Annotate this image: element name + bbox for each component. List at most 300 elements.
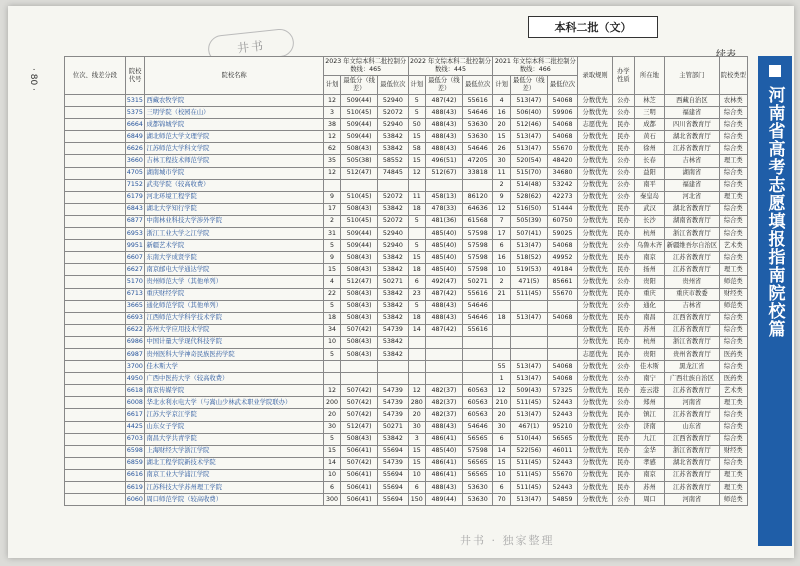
cell-loc: 济南 [634, 421, 664, 433]
cell-p21: 2 [493, 179, 510, 191]
cell-name: 通化师范学院（其他单列） [145, 300, 323, 312]
cell-r23: 53842 [378, 433, 408, 445]
cell-p22: 3 [408, 433, 425, 445]
cell-rule: 分数优先 [578, 312, 613, 324]
cell-dept: 江苏省教育厅 [665, 385, 719, 397]
cell-code: 6693 [125, 312, 145, 324]
cell-nature: 民办 [613, 409, 635, 421]
cell-nature: 民办 [613, 215, 635, 227]
cell-r23: 52940 [378, 95, 408, 107]
cell-p22: 18 [408, 264, 425, 276]
cell-nature: 公办 [613, 373, 635, 385]
cell-r23: 54739 [378, 409, 408, 421]
cell-m21 [510, 300, 547, 312]
cell-loc: 苏州 [634, 482, 664, 494]
cell-rule: 分数优先 [578, 445, 613, 457]
table-row [65, 361, 748, 373]
cell-p21: 6 [493, 433, 510, 445]
cell-r22: 53630 [462, 119, 492, 131]
cell-p23: 5 [323, 348, 340, 360]
cell-m23: 507(42) [341, 385, 378, 397]
cell-m23: 509(44) [341, 240, 378, 252]
cell-dept: 新疆维吾尔自治区 [665, 240, 719, 252]
cell-code: 3665 [125, 300, 145, 312]
table-row [65, 457, 748, 469]
cell-p22: 20 [408, 409, 425, 421]
cell-rule: 志愿优先 [578, 119, 613, 131]
cell-segment [65, 324, 126, 336]
cell-type: 理工类 [719, 264, 747, 276]
cell-m22: 458(13) [426, 191, 463, 203]
cell-p23: 200 [323, 397, 340, 409]
cell-m22: 488(43) [426, 300, 463, 312]
cell-name: 南京邮电大学通达学院 [145, 264, 323, 276]
cell-nature: 民办 [613, 445, 635, 457]
col-segment: 位次、线差分段 [65, 57, 126, 95]
table-row [65, 179, 748, 191]
cell-nature: 民办 [613, 119, 635, 131]
cell-rule: 分数优先 [578, 107, 613, 119]
cell-type: 财经类 [719, 445, 747, 457]
cell-p21: 70 [493, 494, 510, 506]
col-type: 院校类型 [719, 57, 747, 95]
cell-dept: 河南省 [665, 397, 719, 409]
cell-p22: 12 [408, 385, 425, 397]
cell-p21: 11 [493, 167, 510, 179]
cell-m23 [341, 179, 378, 191]
cell-dept: 江苏省教育厅 [665, 482, 719, 494]
cell-p21: 4 [493, 95, 510, 107]
cell-r22: 57598 [462, 445, 492, 457]
cell-name: 重庆财经学院 [145, 288, 323, 300]
cell-m23: 505(38) [341, 155, 378, 167]
cell-m22: 485(40) [426, 264, 463, 276]
cell-m21: 471(5) [510, 276, 547, 288]
table-row [65, 324, 748, 336]
cell-type: 综合类 [719, 252, 747, 264]
cell-code: 3660 [125, 155, 145, 167]
subcol-plan: 计划 [323, 76, 340, 95]
cell-nature: 公办 [613, 361, 635, 373]
cell-m22: 481(36) [426, 215, 463, 227]
cell-loc: 南昌 [634, 312, 664, 324]
cell-m23: 508(43) [341, 336, 378, 348]
cell-p22: 14 [408, 324, 425, 336]
cell-p22: 15 [408, 445, 425, 457]
table-row [65, 421, 748, 433]
table-row [65, 409, 748, 421]
cell-loc: 连云港 [634, 385, 664, 397]
cell-code: 6986 [125, 336, 145, 348]
cell-code: 4950 [125, 373, 145, 385]
cell-r21: 54068 [547, 361, 577, 373]
cell-nature: 民办 [613, 385, 635, 397]
cell-p22: 6 [408, 276, 425, 288]
cell-m22: 485(40) [426, 240, 463, 252]
cell-loc: 杭州 [634, 228, 664, 240]
cell-name: 河北环境工程学院 [145, 191, 323, 203]
table-row [65, 215, 748, 227]
cell-m23: 506(41) [341, 445, 378, 457]
cell-p23: 5 [323, 433, 340, 445]
cell-nature: 公办 [613, 167, 635, 179]
cell-r21: 59906 [547, 107, 577, 119]
cell-r21: 34680 [547, 167, 577, 179]
cell-p21: 55 [493, 361, 510, 373]
cell-p22 [408, 179, 425, 191]
cell-dept: 福建省 [665, 107, 719, 119]
cell-segment [65, 409, 126, 421]
cell-r22: 53630 [462, 131, 492, 143]
cell-m21: 509(43) [510, 385, 547, 397]
cell-rule: 志愿优先 [578, 348, 613, 360]
cell-p22: 5 [408, 107, 425, 119]
cell-nature: 公办 [613, 421, 635, 433]
cell-p22: 15 [408, 131, 425, 143]
cell-rule: 分数优先 [578, 336, 613, 348]
cell-m21: 515(70) [510, 167, 547, 179]
cell-dept: 湖北省教育厅 [665, 457, 719, 469]
cell-p23 [323, 373, 340, 385]
cell-code: 6616 [125, 469, 145, 481]
cell-m22: 488(43) [426, 107, 463, 119]
cell-nature: 民办 [613, 324, 635, 336]
cell-m22: 482(37) [426, 385, 463, 397]
cell-p21: 9 [493, 191, 510, 203]
cell-dept: 河北省 [665, 191, 719, 203]
cell-rule: 分数优先 [578, 167, 613, 179]
cell-r21: 56565 [547, 433, 577, 445]
cell-r23: 53842 [378, 264, 408, 276]
cell-segment [65, 288, 126, 300]
cell-r23: 52072 [378, 215, 408, 227]
cell-dept: 湖北省教育厅 [665, 131, 719, 143]
cell-rule: 分数优先 [578, 373, 613, 385]
cell-m23: 507(42) [341, 397, 378, 409]
cell-segment [65, 119, 126, 131]
cell-p22: 30 [408, 421, 425, 433]
cell-r21 [547, 300, 577, 312]
cell-m23: 506(41) [341, 469, 378, 481]
cell-m21: 467(1) [510, 421, 547, 433]
cell-name: 中南林业科技大学涉外学院 [145, 215, 323, 227]
cell-type: 理工类 [719, 191, 747, 203]
cell-p21 [493, 324, 510, 336]
subcol-min: 最低分（线差） [341, 76, 378, 95]
cell-p21: 18 [493, 312, 510, 324]
cell-nature: 公办 [613, 240, 635, 252]
cell-segment [65, 264, 126, 276]
cell-p22 [408, 228, 425, 240]
cell-m21: 511(45) [510, 288, 547, 300]
table-row [65, 288, 748, 300]
cell-type: 医药类 [719, 373, 747, 385]
table-row [65, 494, 748, 506]
cell-r22 [462, 179, 492, 191]
cell-m21: 513(47) [510, 143, 547, 155]
cell-loc: 成都 [634, 119, 664, 131]
table-row [65, 300, 748, 312]
cell-loc: 长沙 [634, 215, 664, 227]
cell-m22: 478(33) [426, 203, 463, 215]
cell-segment [65, 131, 126, 143]
subcol-min: 最低分（线差） [510, 76, 547, 95]
cell-name: 浙江工业大学之江学院 [145, 228, 323, 240]
cell-name: 山东女子学院 [145, 421, 323, 433]
cell-r22 [462, 361, 492, 373]
cell-p23: 5 [323, 300, 340, 312]
cell-loc: 长春 [634, 155, 664, 167]
cell-m21: 513(47) [510, 240, 547, 252]
table-row [65, 469, 748, 481]
cell-r21: 57325 [547, 385, 577, 397]
cell-loc: 林芝 [634, 95, 664, 107]
cell-code: 6859 [125, 457, 145, 469]
cell-p21: 16 [493, 252, 510, 264]
cell-m22: 488(43) [426, 131, 463, 143]
cell-code: 6618 [125, 385, 145, 397]
cell-p22: 10 [408, 469, 425, 481]
cell-p23: 12 [323, 95, 340, 107]
cell-m21: 511(45) [510, 469, 547, 481]
cell-code: 6843 [125, 203, 145, 215]
cell-m23: 508(43) [341, 264, 378, 276]
cell-name: 南昌大学共青学院 [145, 433, 323, 445]
cell-r22: 54646 [462, 312, 492, 324]
cell-r22: 55616 [462, 95, 492, 107]
cell-loc: 周口 [634, 494, 664, 506]
cell-loc: 南京 [634, 469, 664, 481]
cell-dept: 江苏省教育厅 [665, 409, 719, 421]
cell-segment [65, 107, 126, 119]
cell-r21 [547, 324, 577, 336]
cell-r22: 53630 [462, 482, 492, 494]
cell-segment [65, 179, 126, 191]
cell-nature: 公办 [613, 397, 635, 409]
cell-p23: 5 [323, 240, 340, 252]
cell-dept: 河南省 [665, 494, 719, 506]
cell-m22: 485(40) [426, 252, 463, 264]
cell-r22: 56565 [462, 433, 492, 445]
cell-name: 周口师范学院（较高收费） [145, 494, 323, 506]
cell-r23: 55694 [378, 494, 408, 506]
cell-type: 综合类 [719, 312, 747, 324]
cell-type: 理工类 [719, 482, 747, 494]
cell-rule: 分数优先 [578, 240, 613, 252]
table-row [65, 373, 748, 385]
cell-code: 3700 [125, 361, 145, 373]
cell-type: 师范类 [719, 494, 747, 506]
cell-dept: 四川省教育厅 [665, 119, 719, 131]
cell-m23: 508(43) [341, 288, 378, 300]
cell-rule: 分数优先 [578, 361, 613, 373]
cell-m23: 508(43) [341, 433, 378, 445]
cell-name: 苏州大学应用技术学院 [145, 324, 323, 336]
cell-dept: 江苏省教育厅 [665, 469, 719, 481]
cell-code: 6664 [125, 119, 145, 131]
admission-table [64, 56, 748, 506]
cell-r22: 50271 [462, 276, 492, 288]
cell-segment [65, 252, 126, 264]
cell-type: 综合类 [719, 119, 747, 131]
subcol-rank: 最低位次 [378, 76, 408, 95]
cell-name: 南京工业大学浦江学院 [145, 469, 323, 481]
table-row [65, 276, 748, 288]
cell-p21: 15 [493, 131, 510, 143]
subcol-rank: 最低位次 [547, 76, 577, 95]
cell-m23: 508(43) [341, 143, 378, 155]
cell-m22: 488(43) [426, 421, 463, 433]
cell-p22: 18 [408, 312, 425, 324]
cell-segment [65, 95, 126, 107]
cell-p23: 10 [323, 469, 340, 481]
cell-m22: 486(41) [426, 457, 463, 469]
cell-dept: 黑龙江省 [665, 361, 719, 373]
cell-m23: 510(45) [341, 191, 378, 203]
cell-rule: 分数优先 [578, 300, 613, 312]
cell-name: 湖北师范大学文理学院 [145, 131, 323, 143]
cell-r23: 50271 [378, 421, 408, 433]
cell-name: 中国计量大学现代科技学院 [145, 336, 323, 348]
cell-m22: 486(41) [426, 433, 463, 445]
cell-m21: 511(45) [510, 482, 547, 494]
cell-segment [65, 191, 126, 203]
cell-rule: 分数优先 [578, 131, 613, 143]
cell-r21: 95210 [547, 421, 577, 433]
cell-loc: 秦皇岛 [634, 191, 664, 203]
cell-p23: 300 [323, 494, 340, 506]
cell-dept: 江西省教育厅 [665, 312, 719, 324]
cell-r21: 59025 [547, 228, 577, 240]
cell-r21: 54068 [547, 312, 577, 324]
cell-r22: 86120 [462, 191, 492, 203]
cell-p21: 7 [493, 215, 510, 227]
cell-code: 6060 [125, 494, 145, 506]
cell-rule: 分数优先 [578, 264, 613, 276]
cell-name: 湖北工程学院新技术学院 [145, 457, 323, 469]
cell-m22: 485(40) [426, 445, 463, 457]
table-row [65, 95, 748, 107]
cell-segment [65, 397, 126, 409]
cell-p21: 10 [493, 469, 510, 481]
cell-type: 综合类 [719, 409, 747, 421]
cell-r23: 53842 [378, 288, 408, 300]
cell-m22: 487(42) [426, 95, 463, 107]
cell-type: 综合类 [719, 203, 747, 215]
bottom-watermark: 井书 · 独家整理 [460, 534, 555, 547]
table-row [65, 119, 748, 131]
cell-p23: 9 [323, 191, 340, 203]
cell-p21: 15 [493, 457, 510, 469]
cell-p22: 18 [408, 203, 425, 215]
cell-m22: 485(40) [426, 228, 463, 240]
cell-segment [65, 300, 126, 312]
cell-r21: 55670 [547, 143, 577, 155]
cell-p23: 17 [323, 203, 340, 215]
cell-r21: 85661 [547, 276, 577, 288]
cell-rule: 分数优先 [578, 397, 613, 409]
cell-segment [65, 155, 126, 167]
cell-m22 [426, 373, 463, 385]
cell-loc: 武汉 [634, 203, 664, 215]
cell-p21: 12 [493, 203, 510, 215]
cell-r22: 61568 [462, 215, 492, 227]
cell-nature: 民办 [613, 457, 635, 469]
cell-p21: 16 [493, 107, 510, 119]
cell-m22: 482(37) [426, 397, 463, 409]
table-row [65, 312, 748, 324]
cell-type: 综合类 [719, 361, 747, 373]
cell-r23: 74845 [378, 167, 408, 179]
cell-name: 江西师范大学科学技术学院 [145, 312, 323, 324]
cell-r22: 57598 [462, 264, 492, 276]
cell-m21: 520(54) [510, 155, 547, 167]
cell-r23: 52940 [378, 119, 408, 131]
cell-r23: 54739 [378, 397, 408, 409]
cell-code: 5375 [125, 107, 145, 119]
cell-type: 综合类 [719, 433, 747, 445]
cell-type: 师范类 [719, 300, 747, 312]
cell-r23: 53842 [378, 203, 408, 215]
page-number: · 80 · [28, 68, 38, 91]
cell-p21: 6 [493, 240, 510, 252]
cell-type: 综合类 [719, 143, 747, 155]
cell-r23: 52940 [378, 240, 408, 252]
cell-type: 综合类 [719, 167, 747, 179]
cell-m21: 513(47) [510, 312, 547, 324]
cell-type: 农林类 [719, 95, 747, 107]
cell-type: 理工类 [719, 155, 747, 167]
cell-p22 [408, 373, 425, 385]
cell-rule: 分数优先 [578, 457, 613, 469]
cell-type: 综合类 [719, 228, 747, 240]
subcol-plan: 计划 [408, 76, 425, 95]
cell-r23: 53842 [378, 348, 408, 360]
cell-name: 三明学院（校园在山） [145, 107, 323, 119]
cell-p23: 35 [323, 155, 340, 167]
table-row [65, 131, 748, 143]
cell-r23: 50271 [378, 276, 408, 288]
cell-r21: 55670 [547, 469, 577, 481]
cell-code: 6627 [125, 264, 145, 276]
cell-rule: 分数优先 [578, 385, 613, 397]
cell-m23: 510(45) [341, 215, 378, 227]
cell-r21: 54859 [547, 494, 577, 506]
cell-r23: 55694 [378, 445, 408, 457]
cell-rule: 分数优先 [578, 421, 613, 433]
cell-name: 湖北大学知行学院 [145, 203, 323, 215]
cell-segment [65, 240, 126, 252]
cell-code: 6622 [125, 324, 145, 336]
cell-rule: 分数优先 [578, 252, 613, 264]
cell-p23: 10 [323, 336, 340, 348]
table-row [65, 348, 748, 360]
cell-p22 [408, 348, 425, 360]
cell-code: 6617 [125, 409, 145, 421]
table-row [65, 167, 748, 179]
cell-r21: 49184 [547, 264, 577, 276]
cell-p21: 2 [493, 276, 510, 288]
cell-segment [65, 482, 126, 494]
cell-r22: 60563 [462, 385, 492, 397]
cell-m21 [510, 336, 547, 348]
cell-r21: 54068 [547, 373, 577, 385]
col-nature: 办学性质 [613, 57, 635, 95]
cell-name: 成都锦城学院 [145, 119, 323, 131]
cell-m23: 507(42) [341, 457, 378, 469]
table-row [65, 252, 748, 264]
cell-m21: 519(53) [510, 264, 547, 276]
